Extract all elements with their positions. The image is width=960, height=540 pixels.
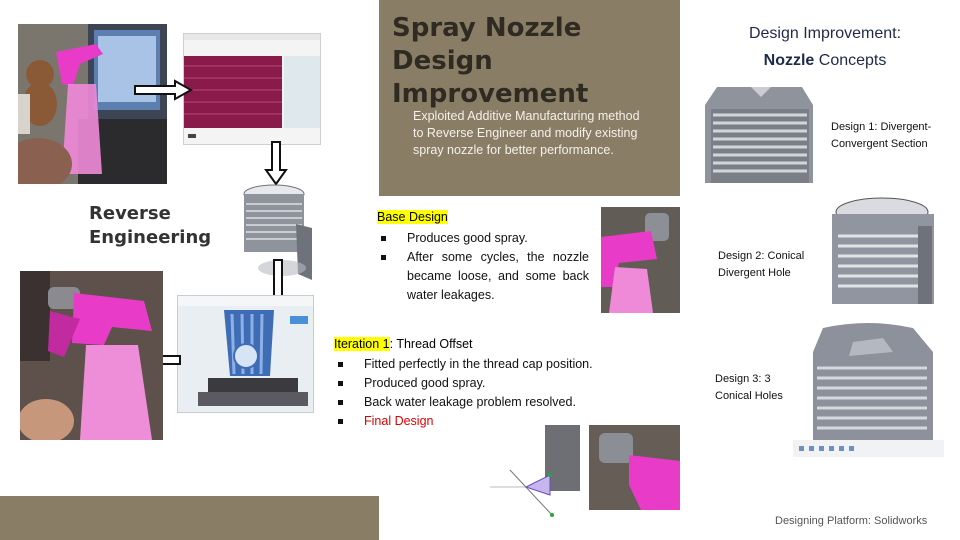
arrow-down-icon <box>264 140 288 186</box>
bottom-decor-bar <box>0 496 379 540</box>
thread-offset-sketch <box>490 425 580 520</box>
base-design-heading <box>377 209 589 226</box>
arrow-right-icon <box>133 79 193 101</box>
design-1-model <box>697 85 822 183</box>
photo-base-design-nozzle <box>601 207 680 313</box>
concepts-title <box>720 20 930 74</box>
concepts-title-line2 <box>720 47 930 74</box>
design-2-caption: Design 2: Conical Divergent Hole <box>718 250 805 279</box>
iteration-1-section <box>334 336 644 431</box>
photo-spray-bottle-desk <box>18 24 167 184</box>
concepts-title-rest: Concepts <box>814 52 887 69</box>
list-item: Produced good spray. <box>334 374 644 393</box>
list-item: Fitted perfectly in the thread cap position. <box>334 355 644 374</box>
photo-iteration-nozzle <box>589 425 680 510</box>
page-title: Spray Nozzle Design Improvement <box>392 13 589 109</box>
list-item: Back water leakage problem resolved. <box>334 393 644 412</box>
printed-nozzle-model <box>177 295 314 413</box>
design-3-caption: Design 3: 3 Conical Holes <box>715 373 783 402</box>
base-design-section <box>377 209 589 305</box>
final-design-label: Final Design <box>364 414 434 428</box>
design-1-caption: Design 1: Divergent-Convergent Section <box>831 121 932 150</box>
cad-scan-screenshot <box>183 33 321 145</box>
list-item: After some cycles, the nozzle became loose, and some back water leakages. <box>377 248 589 305</box>
base-design-bullets <box>377 229 589 305</box>
concepts-title-bold: Nozzle <box>763 52 815 69</box>
iteration-1-heading <box>334 336 644 353</box>
footer-platform: Designing Platform: Solidworks <box>775 515 928 527</box>
design-2-model <box>818 196 938 306</box>
iteration-1-subtitle: : Thread Offset <box>389 337 473 351</box>
photo-final-nozzle-bottle <box>20 271 163 440</box>
design-3-model <box>793 322 944 457</box>
title-block <box>379 0 680 196</box>
iteration-1-bullets <box>334 355 644 431</box>
list-item: Produces good spray. <box>377 229 589 248</box>
concepts-title-line1: Design Improvement: <box>748 25 902 42</box>
page-subtitle: Exploited Additive Manufacturing method to Reverse Engineer and modify existing spray nozzle for better performance. <box>413 109 640 157</box>
base-design-heading-text: Base Design <box>377 210 448 224</box>
iteration-1-label: Iteration 1 <box>334 337 390 351</box>
reverse-engineering-label: Reverse Engineering <box>89 203 212 248</box>
